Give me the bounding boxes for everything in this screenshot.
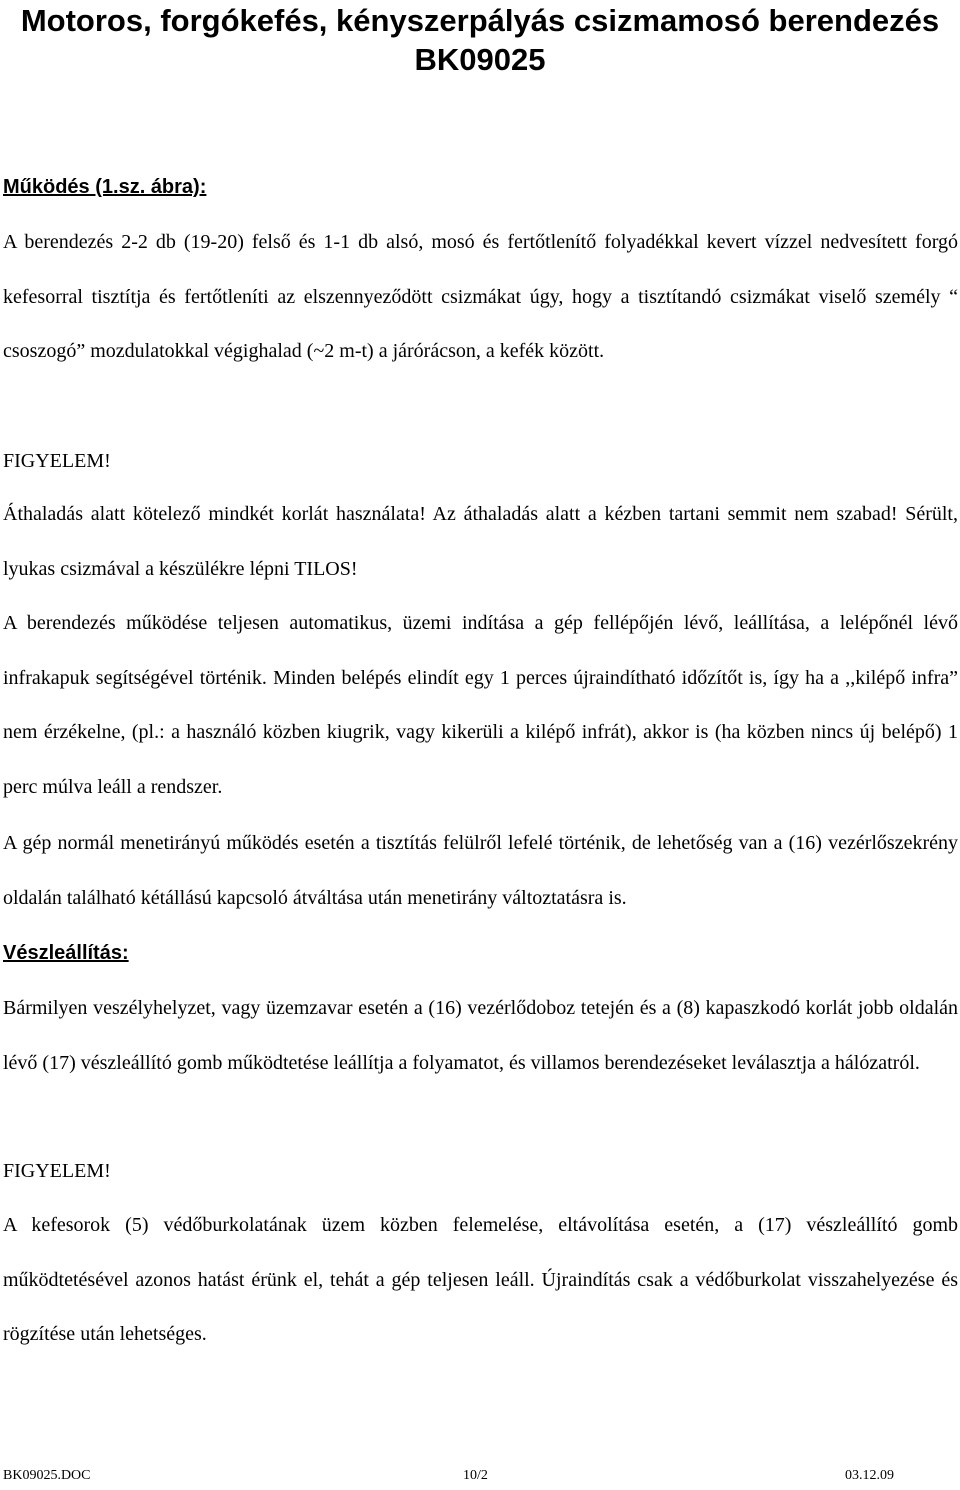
- paragraph-emergency: Bármilyen veszélyhelyzet, vagy üzemzavar esetén a (16) vezérlődoboz tetején és a (8) kapaszkodó korlát jobb oldalán lévő (17) vészleállító gomb működtetése leállítja a folyamatot, és villamos berendezéseket leválasztja a hálózatról.: [3, 997, 958, 1074]
- document-title-line1: Motoros, forgókefés, kényszerpályás csizmamosó berendezés: [20, 3, 940, 38]
- warning-note-1: FIGYELEM!: [3, 450, 111, 472]
- warning-note-2: FIGYELEM!: [3, 1160, 111, 1182]
- paragraph-direction: A gép normál menetirányú működés esetén a tisztítás felülről lefelé történik, de lehetőség van a (16) vezérlőszekrény oldalán található kétállású kapcsoló átváltása után menetirány változtatásra is.: [3, 832, 958, 909]
- footer-date: 03.12.09: [845, 1468, 894, 1483]
- paragraph-guard: A kefesorok (5) védőburkolatának üzem közben felemelése, eltávolítása esetén, a (17) vészleállító gomb működtetésével azonos hatást érünk el, tehát a gép teljesen leáll. Újraindítás csak a védőburkolat visszahelyezése és rögzítése után lehetséges.: [3, 1214, 958, 1345]
- document-title-line2: BK09025: [414, 42, 546, 77]
- paragraph-automation: A berendezés működése teljesen automatikus, üzemi indítása a gép fellépőjén lévő, leállítása, a lelépőnél lévő infrakapuk segítségével történik. Minden belépés elindít egy 1 perces újraindítható időzítőt is, így ha a ,,kilépő infra” nem érzékelne, (pl.: a használó közben kiugrik, vagy kikerüli a kilépő infrát), akkor is (ha közben nincs új belépő) 1 perc múlva leáll a rendszer.: [3, 612, 958, 798]
- paragraph-passage-rules: Áthaladás alatt kötelező mindkét korlát használata! Az áthaladás alatt a kézben tartani semmit nem szabad! Sérült, lyukas csizmával a készülékre lépni TILOS!: [3, 503, 958, 580]
- emergency-heading: Vészleállítás:: [3, 942, 129, 964]
- paragraph-operation: A berendezés 2-2 db (19-20) felső és 1-1 db alsó, mosó és fertőtlenítő folyadékkal kevert vízzel nedvesített forgó kefesorral tisztítja és fertőtleníti az elszennyeződött csizmákat úgy, hogy a tisztítandó csizmákat viselő személy “ csoszogó” mozdulatokkal végighalad (~2 m-t) a járórácson, a kefék között.: [3, 231, 958, 362]
- footer-page-number: 10/2: [463, 1468, 488, 1483]
- footer-filename: BK09025.DOC: [3, 1468, 91, 1483]
- operation-heading: Működés (1.sz. ábra):: [3, 176, 207, 198]
